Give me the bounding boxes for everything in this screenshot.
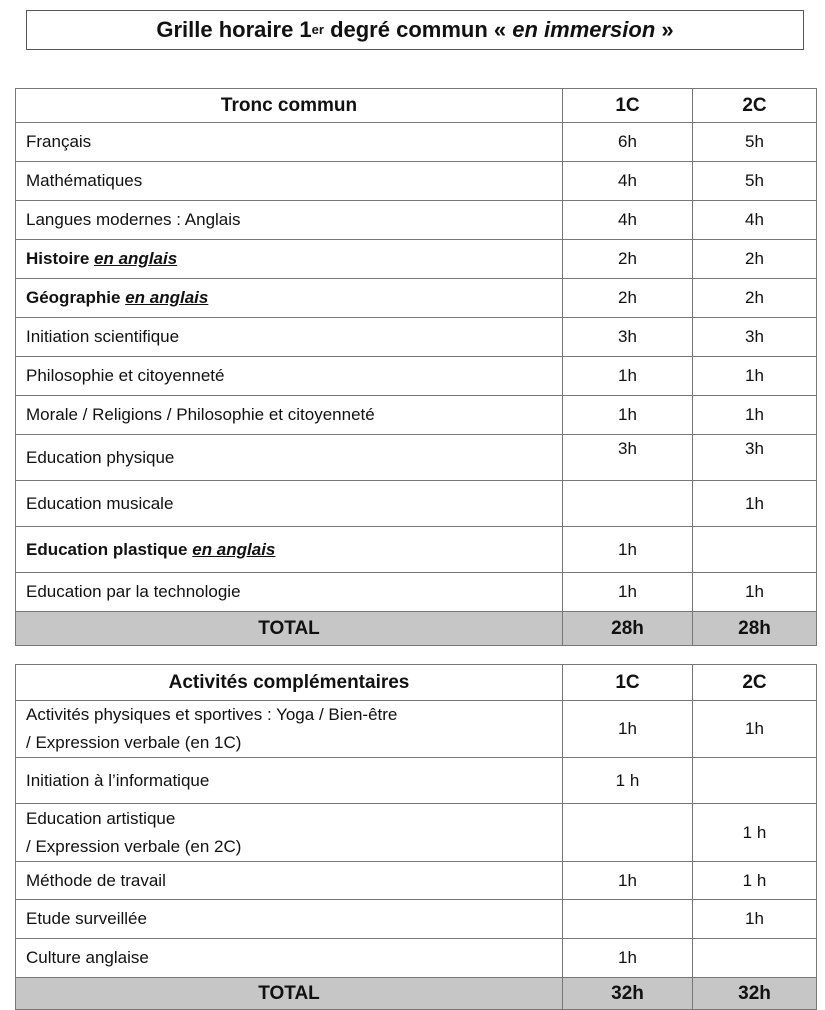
row-label-line: / Expression verbale (en 1C) (26, 733, 242, 752)
row-label: Initiation à l’informatique (16, 758, 563, 804)
row-label: Education musicale (16, 481, 563, 527)
row-label: Philosophie et citoyenneté (16, 357, 563, 396)
table-row (16, 573, 817, 612)
activites-table (15, 664, 817, 1010)
page-title: Grille horaire 1 er degré commun « en immersion » (26, 10, 804, 50)
table-row (16, 123, 817, 162)
row-label (16, 701, 563, 758)
title-emphasis: en immersion (512, 17, 656, 42)
total-value-2c: 28h (693, 612, 817, 646)
total-row (16, 978, 817, 1010)
row-label: Français (16, 123, 563, 162)
row-value-1c (563, 900, 693, 939)
title-middle: degré commun « (323, 17, 513, 42)
row-label: Méthode de travail (16, 862, 563, 900)
row-label: Langues modernes : Anglais (16, 201, 563, 240)
total-value-1c: 28h (563, 612, 693, 646)
row-value-2c: 1h (693, 481, 817, 527)
title-suffix: » (655, 17, 674, 42)
row-value-2c (693, 939, 817, 978)
row-value-2c: 1h (693, 900, 817, 939)
row-label: Mathématiques (16, 162, 563, 201)
table-row (16, 318, 817, 357)
row-value-1c: 1h (563, 939, 693, 978)
table-row (16, 701, 817, 758)
row-value-1c: 1h (563, 573, 693, 612)
row-value-2c: 1 h (693, 862, 817, 900)
row-value-2c: 3h (693, 435, 817, 481)
row-label-line: Education artistique (26, 808, 176, 828)
row-value-1c: 1h (563, 527, 693, 573)
row-label: Morale / Religions / Philosophie et citoyenneté (16, 396, 563, 435)
table-header-row (16, 665, 817, 701)
row-value-2c: 2h (693, 240, 817, 279)
row-label (16, 527, 563, 573)
table-row (16, 162, 817, 201)
row-value-2c: 1h (693, 396, 817, 435)
table-row (16, 804, 817, 862)
total-value-2c: 32h (693, 978, 817, 1010)
table-row (16, 481, 817, 527)
header-col-1c: 1C (563, 665, 693, 701)
row-value-2c: 5h (693, 162, 817, 201)
row-label-main: Education plastique (26, 539, 193, 559)
row-value-2c: 2h (693, 279, 817, 318)
total-row (16, 612, 817, 646)
table-row (16, 939, 817, 978)
row-label: Initiation scientifique (16, 318, 563, 357)
table-row (16, 435, 817, 481)
header-col-1c: 1C (563, 89, 693, 123)
tronc-commun-table (15, 88, 817, 646)
row-value-1c: 1h (563, 701, 693, 758)
table-row (16, 862, 817, 900)
row-label (16, 804, 563, 862)
total-label: TOTAL (16, 612, 563, 646)
table-row (16, 396, 817, 435)
table-row (16, 201, 817, 240)
title-prefix: Grille horaire 1 (156, 17, 312, 42)
row-value-2c: 3h (693, 318, 817, 357)
row-value-2c: 4h (693, 201, 817, 240)
row-value-2c: 1h (693, 357, 817, 396)
row-value-2c: 1h (693, 701, 817, 758)
row-value-2c: 5h (693, 123, 817, 162)
row-value-1c: 2h (563, 240, 693, 279)
row-label (16, 240, 563, 279)
row-label-main: Géographie (26, 288, 126, 307)
row-value-1c: 3h (563, 435, 693, 481)
row-value-1c (563, 804, 693, 862)
row-value-1c: 1h (563, 862, 693, 900)
row-value-2c (693, 758, 817, 804)
total-value-1c: 32h (563, 978, 693, 1010)
row-value-2c (693, 527, 817, 573)
row-label-emphasis: en anglais (94, 249, 178, 268)
table-row (16, 758, 817, 804)
row-value-1c: 1h (563, 396, 693, 435)
header-label: Tronc commun (16, 89, 563, 123)
table-row (16, 279, 817, 318)
total-label: TOTAL (16, 978, 563, 1010)
row-value-1c: 4h (563, 162, 693, 201)
row-label: Education physique (16, 435, 563, 481)
header-label: Activités complémentaires (16, 665, 563, 701)
row-label: Education par la technologie (16, 573, 563, 612)
header-col-2c: 2C (693, 665, 817, 701)
row-label-line: Activités physiques et sportives : Yoga / Bien-être (26, 705, 398, 724)
row-value-1c: 1 h (563, 758, 693, 804)
header-col-2c: 2C (693, 89, 817, 123)
row-value-1c: 3h (563, 318, 693, 357)
row-value-1c: 2h (563, 279, 693, 318)
row-label: Culture anglaise (16, 939, 563, 978)
row-label-main: Histoire (26, 249, 95, 268)
row-label-emphasis: en anglais (125, 288, 209, 307)
table-row (16, 240, 817, 279)
row-label-line: / Expression verbale (en 2C) (26, 836, 242, 856)
row-value-1c (563, 481, 693, 527)
row-label: Etude surveillée (16, 900, 563, 939)
row-value-2c: 1 h (693, 804, 817, 862)
row-value-1c: 4h (563, 201, 693, 240)
table-row (16, 527, 817, 573)
table-row (16, 357, 817, 396)
table-row (16, 900, 817, 939)
row-label-emphasis: en anglais (192, 539, 276, 559)
row-value-1c: 1h (563, 357, 693, 396)
row-value-2c: 1h (693, 573, 817, 612)
row-label (16, 279, 563, 318)
row-value-1c: 6h (563, 123, 693, 162)
table-header-row (16, 89, 817, 123)
